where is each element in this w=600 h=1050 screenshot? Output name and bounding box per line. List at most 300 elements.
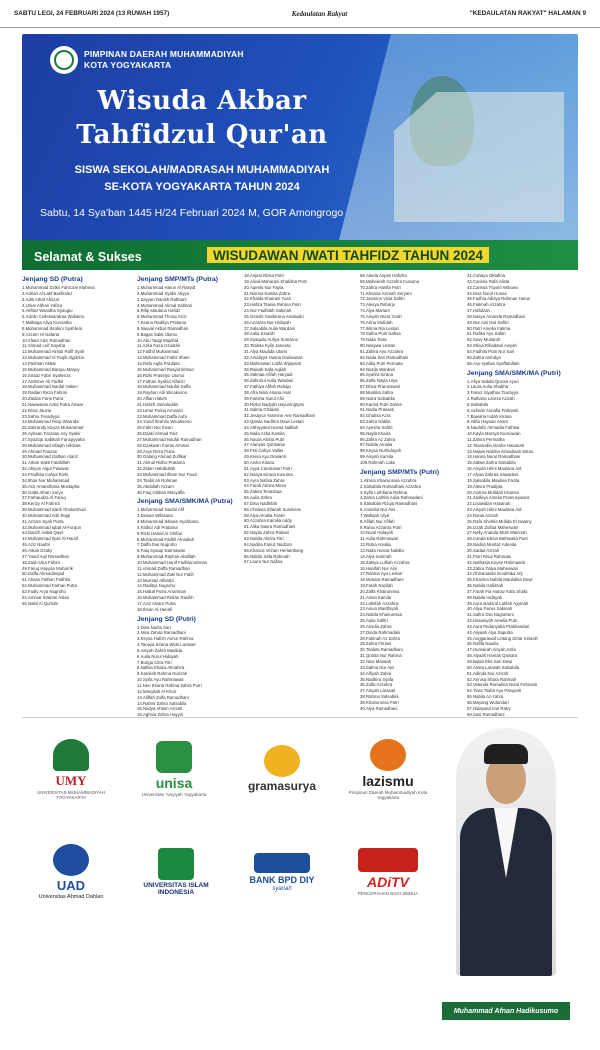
- umy-logo-icon: [53, 739, 89, 771]
- graduate-name: 96.Zafira Az Zahra: [360, 436, 396, 442]
- graduate-name: 13.Najwa Nabiha Almadinah Situru: [467, 448, 534, 454]
- graduate-name: 34.Ghinanastiti Ismahtika Arij: [467, 571, 523, 577]
- sponsor-unisa-name: unisa: [155, 775, 193, 791]
- graduate-name: 54.Ammar Ibrahim Aslan: [22, 594, 70, 600]
- graduate-name: 47.Yusuf Aqil Ramadhan: [22, 553, 70, 559]
- graduate-name: 92.Ghaitsa Azra: [360, 413, 391, 419]
- graduate-name: 25.Aulia Safitri: [360, 618, 388, 624]
- graduate-name: 32.Arsaliyya Husna Daniswara: [244, 354, 303, 360]
- graduate-name: 8.Nafisa Khaira Almahira: [137, 665, 185, 671]
- graduate-name: 10.Abu Taqqi Mujahid: [137, 337, 179, 343]
- congrats-label: Selamat & Sukses: [34, 250, 142, 264]
- graduate-name: 4.Raihana Lareza Azizah: [467, 396, 515, 402]
- section-heading: Jenjang SD (Putri): [137, 615, 196, 623]
- sponsor-gramasurya: [234, 732, 330, 806]
- graduate-name: 26.Dzaki Ahmad Faiz: [137, 431, 178, 437]
- graduate-name: 2.Dewan Wibisana: [137, 513, 173, 519]
- org-line-2: KOTA YOGYAKARTA: [84, 60, 172, 70]
- graduate-name: 5.Salsabila Rizqia Ramadhani: [360, 501, 418, 507]
- graduate-name: 28.Fatimah Az Zahra: [360, 635, 400, 641]
- graduate-name: 10.Nurul Hidayah: [360, 530, 394, 536]
- graduate-name: 44.Aliyaah Alya Saputra: [467, 629, 513, 635]
- graduate-name: 54.Fadhila Putri Nur Sari: [467, 348, 515, 354]
- graduate-name: 18.Muhammad Naufal Hakim: [22, 384, 78, 390]
- graduate-name: 75.Aisyah Nurul Izzah: [360, 313, 402, 319]
- graduate-name: 29.Arya Reza Putra: [137, 448, 175, 454]
- graduate-name: 24.Yusuf Ibrahim Wicaksono: [137, 419, 192, 425]
- graduate-name: 48.Nasya Amanda Ramadhani: [467, 313, 526, 319]
- graduate-name: 57.Dina Nadhifah: [244, 500, 278, 506]
- graduate-name: 32.Nisa Marwah: [360, 659, 392, 664]
- graduate-name: 1.Muhammad Naufal Afif: [137, 507, 185, 513]
- graduate-name: 22.Khalda Khairani Yusri: [244, 296, 291, 302]
- graduate-name: 1.Afiya Sabda Qurota Ayun: [467, 378, 519, 384]
- graduate-name: 40.Rizka Nadyah Hayuningtyas: [244, 401, 304, 407]
- section-heading: Jenjang SMP/MTs (Putra): [137, 276, 219, 283]
- banner-title-line-2: Tahfidzul Qur'an: [76, 120, 328, 150]
- graduate-name: 95.Nayla Khaira: [360, 430, 391, 436]
- graduate-name: 21.Hafizh Jamaluddin: [137, 401, 179, 407]
- graduate-name: 6.Muhammad Thoriq Azizi: [137, 314, 187, 320]
- graduate-name: 78.Safira Putri Nafisa: [360, 331, 401, 337]
- graduate-name: 37.Fathiya Afifah Rahajo: [244, 384, 291, 390]
- sponsor-uad: [28, 832, 114, 912]
- graduate-name: 24.Muhammad Rizqi Wiranda: [22, 419, 79, 425]
- graduate-name: 24.Nabila Khairunnisa: [360, 612, 403, 618]
- graduate-name: 29.Ahmad Fauzan: [22, 448, 58, 454]
- graduate-name: 7.Keanu Raditya Pratama: [137, 320, 187, 326]
- graduate-name: 21.Anisa Kamila: [360, 594, 392, 600]
- graduate-name: 62.Nayila Zahra Rabani: [244, 530, 290, 536]
- graduate-name: 51.Adinda Nur Azizah: [467, 670, 509, 676]
- graduate-name: 58.Susi Ramadhani: [467, 711, 505, 717]
- graduate-name: 34.Alfiyah Zahra: [360, 670, 392, 676]
- graduate-name: 28.Aulia Kinasih: [244, 331, 275, 337]
- graduate-name: 8.Muhammad Ibrahim Syahfeat: [22, 325, 82, 331]
- graduate-name: 20.Alfian Hakim: [137, 396, 168, 402]
- graduate-name: 46.Arkan Dzaky: [22, 547, 53, 553]
- graduate-name: 33.Salma Nur Aini: [360, 664, 395, 670]
- graduate-name: 71.Khansa Azimah Suryani: [360, 290, 412, 296]
- graduate-name: 19.Alivia Maharani Khalisha Putri: [244, 278, 308, 284]
- graduate-name: 37.Farah Fia Hanaz Kafa Shafa: [467, 588, 528, 594]
- graduate-name: 9.Muhammad Rayhan Abdillah: [137, 554, 196, 560]
- graduate-name: 6.Anindita Nur Aini: [360, 507, 396, 513]
- banner-title-line-1: Wisuda Akbar: [97, 86, 307, 116]
- graduate-name: 31.Qonita Nur Rahma: [360, 653, 402, 659]
- graduate-name: 55.Nabil Al Qurtubi: [22, 600, 58, 606]
- graduate-name: 7.Bawaha Indah Kirana: [467, 413, 512, 419]
- uii-logo-icon: [158, 848, 194, 880]
- graduate-name: 45.Fadhia Adisya Rahman Harun: [467, 296, 531, 302]
- graduate-name: 5.Akhtar Wasidha Syaugiu: [22, 308, 73, 314]
- graduate-name: 14.Rafa Aqila Pradipta: [137, 360, 180, 366]
- graduate-name: 49.Keisa Ayu Dewanti: [244, 454, 286, 460]
- graduate-name: 36.Zahrotul Aulia Wardani: [244, 378, 294, 384]
- graduate-name: 15.Nadya Ahlam Azizah: [137, 706, 183, 712]
- muhammadiyah-logo-icon: [50, 46, 78, 74]
- graduate-name: 24.Rania Azizah: [467, 512, 499, 518]
- graduate-name: 12.Fadhil Muhammad: [137, 349, 179, 355]
- graduate-name: 64.Nadira Fairuz Nadzira: [244, 541, 292, 547]
- graduate-name: 73.Alesya Raharjo: [360, 302, 396, 308]
- graduate-name: 12.Masyitah Al Khoir: [137, 688, 177, 694]
- graduate-name: 14.Pashtan Akbar: [22, 360, 56, 366]
- graduate-name: 17.Alyaa Zahraa Irawadeni: [467, 472, 519, 477]
- graduate-name: 59.Alya Amalia Farah: [244, 512, 285, 518]
- graduate-name: 63.Nabila Almira Fitri: [244, 535, 284, 541]
- graduate-name: 2.Laura Aulia Shabha: [467, 384, 509, 390]
- graduate-name: 19.Rayhan Adi Wicaksono: [137, 390, 188, 396]
- graduate-name: 14.Rahmi Zahra Salsabila: [137, 700, 187, 706]
- graduate-name: 22.Lathifah Azzahra: [360, 600, 398, 606]
- section-heading: Jenjang SMA/SMK/MA (Putri): [467, 369, 561, 377]
- graduate-name: 43.Darizh Aabid Qays: [22, 530, 64, 536]
- graduate-name: 41.Azzam Syah Putra: [22, 518, 64, 524]
- graduate-name: 12.Muhammad Almail Rafif Syah: [22, 349, 85, 355]
- graduate-name: 5.Salsabila: [467, 401, 489, 407]
- graduate-name: 39.Aura Nadzrul Latifah Ayyinah: [467, 600, 529, 606]
- section-heading: Jenjang SMP/MTs (Putri): [360, 468, 440, 476]
- graduate-name: 68.Aleeta Anjani Hafizha: [360, 273, 407, 278]
- graduate-name: 15.Zakiya Lutfiah Azzahra: [360, 559, 410, 565]
- graduate-name: 17.Rahma Ayu Lestari: [360, 571, 403, 577]
- graduate-name: 70.Zahra Hanifa Putri: [360, 284, 401, 290]
- graduate-name: 13.Aliffah Zulfa Ramadhani: [137, 694, 189, 700]
- graduate-name: 5.Rizki Hamid Al Ghifari: [137, 530, 183, 536]
- graduate-name: 85.Syafira Kirana: [360, 372, 393, 378]
- graduate-name: 98.Keysa Nurhidayah: [360, 448, 402, 454]
- graduate-name: 20.Zalfa Khairunnisa: [360, 588, 400, 594]
- graduate-name: 11.Azka Faza Izzuddin: [137, 343, 181, 349]
- graduate-name: 1.Muhammad Dzikri Fahrozie Mahesa: [22, 285, 95, 290]
- graduate-name: 23.Hafiza Tsania Rahma Putri: [244, 302, 301, 308]
- sponsor-area: [22, 717, 578, 1047]
- graduate-name: 6.Adzan Cellessandraa Widiatno: [22, 314, 85, 320]
- graduate-name: 77.Iklima Ria Lestari: [360, 325, 399, 331]
- graduate-name: 36.Gatta Afnan Suryo: [22, 489, 64, 495]
- graduate-name: 31.Alya Maulida Utami: [244, 348, 287, 354]
- bpd-logo-icon: [254, 853, 310, 873]
- aditv-logo-icon: [358, 848, 418, 872]
- graduate-name: 47.Alanyas Qonitania: [244, 442, 285, 448]
- graduate-name: 15.Haikal Putra Arrahman: [137, 589, 187, 595]
- sponsor-uad-sub: Universitas Ahmad Dahlan: [38, 894, 104, 900]
- graduate-name: 5.Rifqi Maulana Hafidz: [137, 308, 181, 314]
- banner-subtitle-line-2: SE-KOTA YOGYAKARTA TAHUN 2024: [104, 181, 300, 193]
- graduate-name: 55.Zakira Tenazbaa: [244, 489, 282, 495]
- graduate-name: 50.Amita Larasati Salsabila: [467, 664, 520, 670]
- graduate-name: 69.Maheerah Azzahra Kusuma: [360, 278, 419, 284]
- sponsor-bpd-sub: syariah: [272, 885, 292, 892]
- graduate-name: 6.Muhammad Fadhil Amrullah: [137, 536, 195, 542]
- graduate-name: 16.Hanifah Nur Aini: [360, 565, 398, 571]
- graduate-name: 16.Rizki Prasetyo Utomo: [137, 372, 185, 378]
- graduate-name: 25.Fahri Nur Ihsan: [137, 425, 173, 431]
- graduate-name: 22.Lisawidan Hasanah: [467, 501, 511, 507]
- graduate-name: 2.Muhammad Syakir Atiyya: [137, 290, 190, 296]
- graduate-name: 2.Adrian Al-Latif Basfindez: [22, 290, 73, 296]
- graduate-name: 55.Nabila Az-zahra: [467, 694, 504, 700]
- graduate-name: 42.Muhammad Iqbal Al-Furqon: [22, 524, 81, 530]
- graduate-name: 4.Fathur Adi Pratama: [137, 524, 178, 530]
- banner-building: [394, 92, 564, 222]
- graduate-name: 10.Muhammad Hanif Fadhlurrahman: [137, 559, 208, 565]
- graduate-name: 18.Salsabila Maulina Fazila: [467, 477, 520, 483]
- graduate-name: 52.Sovy Mutiaroh: [467, 337, 501, 343]
- graduate-name: 51.Rafika Ayu Safitri: [467, 331, 506, 337]
- sponsor-uad-name: UAD: [56, 878, 86, 893]
- graduate-name: 76.Arina Mufidah: [360, 319, 393, 325]
- graduate-name: 53.Fadly Arya Nugroho: [22, 588, 66, 594]
- graduate-name: 34.Tsabit Ali Rohman: [137, 477, 178, 483]
- graduate-name: 1.Dina Nurlia Sari: [137, 624, 171, 630]
- graduate-name: 41.Cahaya Oktafina: [467, 273, 505, 278]
- graduate-name: 50.Daffa Ahmadinejad: [22, 571, 65, 577]
- graduate-name: 33.Muhammad Ilham Nur Fauzi: [137, 472, 198, 477]
- graduate-name: 50.Aisha Kirana: [244, 460, 275, 465]
- graduate-name: 14.Raditya Nugroho: [137, 583, 176, 589]
- graduate-name: 42.Jesayca Yasmine Arie Ramadhani: [244, 413, 316, 419]
- graduate-name: 37.Farhaudza Al Faruq: [22, 495, 66, 501]
- graduate-name: 11.Nen Kirana Rahma Zahra Putri: [137, 683, 202, 688]
- graduate-name: 48.Alyaah Hamas Qaisara: [467, 653, 518, 659]
- sponsor-aditv-sub: PENCERAHAN BAGI SEMUA: [357, 891, 419, 896]
- graduate-name: 15.Muhammad Barayu Marjuy: [22, 366, 80, 372]
- graduate-name: 27.Syaziqa Sabikah Faruqiyyaha: [22, 436, 85, 442]
- graduate-name: 44.Diva Nurul Husna: [467, 290, 507, 296]
- graduate-name: 40.Alya Ramadhani: [360, 705, 398, 711]
- graduate-name: 40.Muhammad Arbi Riqqi: [22, 512, 71, 518]
- graduate-name: 49.Faruq Hayyan Muharrik: [22, 565, 73, 571]
- graduate-name: 26.Izzah Zulfaa Maheswari: [467, 524, 519, 530]
- graduate-name: 26.Ayhaan Farzaan Asy Syakir: [22, 431, 81, 437]
- graduate-name: 44.Muhammad Ilyas Al-Haniif: [22, 536, 78, 542]
- graduate-name: 44.Atthiyyatul Husna Nafilah: [244, 424, 298, 430]
- graduate-name: 34.Ilhan Nur Muhammad: [22, 477, 70, 483]
- graduate-name: 50.Putri Amelia Fatima: [467, 325, 511, 331]
- graduate-name: 30.Sadaa Azizah: [467, 547, 500, 553]
- graduate-name: 21.Zaskiya Amelia Pramusywara: [467, 495, 530, 501]
- graduate-name: 33.Maheswari Latifa Wijayanti: [244, 360, 302, 366]
- sponsor-bpd-name: BANK BPD DIY: [249, 874, 315, 885]
- name-column: [244, 273, 354, 715]
- graduate-name: 14.Hanna Nurul Ramadhani: [467, 454, 521, 460]
- graduate-name: 53.Shiva Rihadatul Aisyah: [467, 343, 517, 349]
- event-banner: [22, 34, 578, 270]
- name-column: [360, 273, 463, 715]
- sponsor-unisa: [126, 732, 222, 806]
- graduate-name: 53.Ayra Nafisa Zahra: [244, 477, 285, 483]
- graduate-name: 99.Aisyah Kamila: [360, 454, 394, 460]
- graduate-name: 6.Aulia Nurul Hidayah: [137, 653, 179, 659]
- graduate-name: 65.Khanza Vezian Herlambang: [244, 547, 304, 553]
- graduate-name: 52.Annisa Shara Rahmah: [467, 676, 517, 682]
- graduate-name: 9.Azzam Hi Nafarta: [22, 331, 60, 337]
- graduate-name: 12.Muhammad Zaki Nur Fatih: [137, 571, 194, 577]
- graduate-name: 3.Muhammad Ikhwan Syahbana: [137, 519, 199, 525]
- graduate-name: 47.Humairah Aisyah Azila: [467, 647, 516, 653]
- graduate-name: 2.Salsabila Ramadhani Azzahra: [360, 483, 421, 489]
- graduate-name: 97.Nabila Amalia: [360, 442, 393, 448]
- banner-date: Sabtu, 14 Sya'ban 1445 H/24 Februari 2024 M, GOR Amongrogo: [40, 207, 344, 219]
- graduate-name: 57.Hidayatul Ime Ratry: [467, 705, 511, 711]
- graduate-name: 60.Azzahra Kamilia Addy: [244, 518, 292, 524]
- graduate-name: 11.Aulia Rahmawati: [360, 536, 398, 542]
- graduate-name: 31.Akmal Ridho Pratama: [137, 460, 185, 466]
- graduate-name: 61.Alika Naura Ramadhani: [244, 524, 296, 530]
- graduate-name: 41.Salma Ghaliani: [244, 407, 280, 413]
- graduate-name: 45.Aziz Naufal: [22, 542, 50, 548]
- graduate-name: 27.Dinda Rahmadani: [360, 629, 401, 635]
- graduate-name: 72.Jasmine Vivia Safitri: [360, 296, 405, 302]
- featured-person: [442, 728, 570, 1020]
- sponsor-aditv-name: ADiTV: [367, 874, 409, 890]
- name-column: [467, 273, 578, 715]
- sponsor-unisa-sub: Universitas 'Aisyiyah Yogyakarta: [141, 792, 207, 797]
- graduate-name: 58.Chelsea Zifanah Sunderas: [244, 506, 301, 512]
- graduate-name: 18.Muhammad Naufal Daffa: [137, 384, 191, 390]
- graduate-name: 84.Nazila Wardani: [360, 366, 395, 372]
- person-cap: [484, 744, 528, 764]
- graduate-name: 46.Fatimah Azzahra: [467, 302, 506, 308]
- graduate-name: 79.Naila Tiara: [360, 337, 387, 343]
- graduate-name: 29.Nadira Muntaz Adenita: [467, 542, 517, 548]
- graduate-name: 12.Tsarandia Alesha Hasanah: [467, 442, 525, 448]
- graduate-name: 9.Rania Azzahra Putri: [360, 524, 402, 530]
- graduate-name: 38.Afra Nala Ariana Asal: [244, 389, 291, 395]
- graduate-name: 14.Alya Karimah: [360, 553, 392, 559]
- graduate-name: 7.Malkaga Aliya Kurniatha: [22, 320, 72, 326]
- graduate-name: 7.Bunga Citra Fitri: [137, 659, 172, 665]
- graduate-name: 8.Faiq Syauqi Darmawan: [137, 548, 186, 554]
- unisa-logo-icon: [156, 741, 192, 773]
- graduate-name: 83.Alika Putri Permata: [360, 360, 403, 366]
- graduate-name: 3.Zayyan Danish Rabbani: [137, 296, 187, 302]
- lazismu-logo-icon: [370, 739, 406, 771]
- graduate-name: 42.Carissa Rafa Alista: [467, 278, 510, 284]
- graduate-name: 86.Zalfa Nayla Ulya: [360, 378, 398, 384]
- graduate-name: 30.Galang Ahmad Zulfikar: [137, 454, 187, 460]
- graduate-name: 11.Ahmad Daffa Ramadhan: [137, 565, 190, 571]
- graduate-name: 30.Tsabita Ramadhani: [360, 647, 403, 653]
- graduate-name: 55.Zahra Anindya: [467, 354, 501, 360]
- graduate-name: 8.Alifia Hayuan Anam: [467, 419, 509, 425]
- sponsor-lazismu: [340, 732, 436, 806]
- org-header: [50, 46, 244, 74]
- graduate-name: 15.Muhammad Rasyid Ikhsan: [137, 366, 194, 372]
- graduate-name: 31.Putri Risqi Rahmala: [467, 553, 511, 559]
- graduate-name: 4.Zahra Lathifa Aulia Rahmadani: [360, 495, 423, 501]
- graduate-name: 16.Aisyah Hilmi Maulana Adi: [467, 466, 522, 472]
- graduate-name: 90.Karina Putri Zahira: [360, 401, 402, 407]
- graduate-name: 4.Muhammad Akmal Sabhan: [137, 302, 193, 308]
- org-line-1: PIMPINAN DAERAH MUHAMMADIYAH: [84, 49, 244, 60]
- graduate-name: 29.Syaquila Aufiya Sumarno: [244, 337, 298, 343]
- graduate-name: 45.Naila Azka Kamila: [244, 430, 285, 436]
- graduate-name: 27.Salsabila Aulia Wardani: [244, 325, 295, 331]
- graduate-name: 12.Rizka Amalia: [360, 542, 391, 548]
- graduate-name: 51.Ahsan Fathan Fadhila: [22, 577, 71, 583]
- graduate-name: 49.Nur Aini Dwi Safitri: [467, 319, 509, 325]
- graduate-name: 13.Mumtaz Alfarabi: [137, 577, 174, 583]
- graduate-name: 87.Dhea Prameswari: [360, 384, 401, 390]
- graduate-name: 30.Tsabita Kylie Janeeta: [244, 343, 291, 349]
- graduate-name: 23.Aisyah Hilmi Maulana Adi: [467, 507, 522, 513]
- graduate-name: 3.Syifa Luthfiana Rahma: [360, 489, 408, 495]
- graduate-name: 15.Salwa Zahra Salsabila: [467, 460, 516, 466]
- section-heading: Jenjang SD (Putra): [22, 276, 83, 283]
- graduate-name: 42.Hasuniyah Amelia Putri: [467, 618, 518, 624]
- graduate-name: 38.Kenzy Al Fahrezi: [22, 501, 61, 507]
- masthead-page: "KEDAULATAN RAKYAT" HALAMAN 9: [469, 10, 586, 17]
- graduate-name: 7.Daffa Dwi Nugroho: [137, 542, 177, 548]
- graduate-name: 66.Nabila Safa Rahmah: [244, 553, 290, 559]
- graduate-name: 46.Naura Alisha Putri: [244, 436, 285, 442]
- graduate-name: 22.Umar Faruq Arrosyid: [137, 407, 183, 413]
- graduate-name: 35.Arzi Amandhana Mustapha: [22, 483, 80, 489]
- graduate-name: 21.Nisrina Kamila Zahra: [244, 290, 291, 296]
- banner-subtitle-line-1: SISWA SEKOLAH/MADRASAH MUHAMMADIYAH: [74, 164, 330, 176]
- sponsor-lazismu-sub: Pimpinan Daerah Muhammadiyah Kota Yogyakarta: [348, 789, 428, 800]
- graduate-name: 38.Nabila Hidayah: [467, 594, 503, 600]
- sponsor-bpd: [234, 832, 330, 912]
- sponsor-lazismu-name: lazismu: [362, 772, 414, 789]
- graduate-name: 48.Fitri Cahya Vallas: [244, 448, 284, 454]
- graduate-name: 3.Fairuz Siyathus Tsurayya: [467, 390, 519, 396]
- graduate-name: 52.Muhammad Farhan Putra: [22, 583, 77, 589]
- gramasurya-logo-icon: [264, 745, 300, 777]
- graduate-name: 28.Canda Elena Bathwatia Putri: [467, 536, 528, 542]
- graduate-name: 4.Tanaya Kirana Wida Larasati: [137, 642, 196, 648]
- graduate-name: 48.Zaid Azka Fahim: [22, 559, 60, 565]
- graduate-name: 17.Fathan Syahid Alfarizi: [137, 378, 185, 384]
- graduate-name: 17.Aziz Alvaro Putra: [137, 600, 176, 606]
- graduate-name: 28.Muhammad Alfaqih Hifdzaa: [22, 442, 81, 448]
- section-heading: Jenjang SMA/SMK/MA (Putra): [137, 498, 233, 506]
- masthead-brand: Kedaulatan Rakyat: [291, 9, 348, 18]
- sponsor-aditv: [340, 832, 436, 912]
- graduate-name: 33.Pradhita Cahya Rizki: [22, 472, 69, 477]
- graduate-name: 33.Zahra Tsilya Maheswari: [467, 565, 519, 571]
- graduate-name: 46.Rafifa Nauilia: [467, 641, 499, 647]
- graduate-name: 10.Syifa Ayu Rahmawati: [137, 677, 184, 683]
- graduate-name: 43.Aura Pedanyaka Prabhandari: [467, 623, 530, 629]
- graduate-name: 3.Keysa Hafizh Annur Rahma: [137, 636, 194, 642]
- graduate-name: 41.Safira Dwi Nugraheni: [467, 612, 514, 618]
- graduate-name: 1.Almira Khairunnisa Azzahra: [360, 477, 417, 483]
- graduate-name: 13.Muhammad Al Faqih Algdzha: [22, 355, 84, 361]
- graduate-name: 54.Tiara Tsabit Ayu Pangesti: [467, 688, 522, 694]
- graduate-name: 53.Valenda Rumalina Nurul Febrianti: [467, 682, 538, 688]
- graduate-name: 29.Zahra Fitriani: [360, 641, 392, 647]
- graduate-name: 39.Khairunnisa Putri: [360, 699, 399, 705]
- graduate-name: 11.Ahmad Leif Sayaha: [22, 343, 66, 349]
- graduate-name: 22.Rizqi Jauzia: [22, 407, 52, 413]
- graduate-name: 16.Aghnia Zahra Hayyin: [137, 712, 184, 718]
- graduate-name: 23.Ainun Mardhiyah: [360, 606, 399, 612]
- graduate-name: 89.Naira Salsabila: [360, 395, 395, 401]
- graduate-name: 56.Aulia Zahra: [244, 495, 272, 501]
- graduate-name: 7.Wafiqah Ulya: [360, 512, 389, 518]
- graduate-name: 16.Muhammad Reifan Rasikh: [137, 595, 194, 601]
- graduate-name: 16.Siraaz Fabri Syahreza: [22, 372, 71, 378]
- graduate-name: 39.Muhammad Sardi Ghulamhuzi: [22, 507, 87, 513]
- graduate-name: 36.Nabila Hafidzah: [467, 583, 504, 589]
- graduate-name: 88.Mustika Safira: [360, 389, 394, 395]
- graduate-name: 34.Raisah Safa Aqilah: [244, 366, 287, 372]
- graduate-name: 25.Gendiz Sasikirana Amaludin: [244, 313, 304, 319]
